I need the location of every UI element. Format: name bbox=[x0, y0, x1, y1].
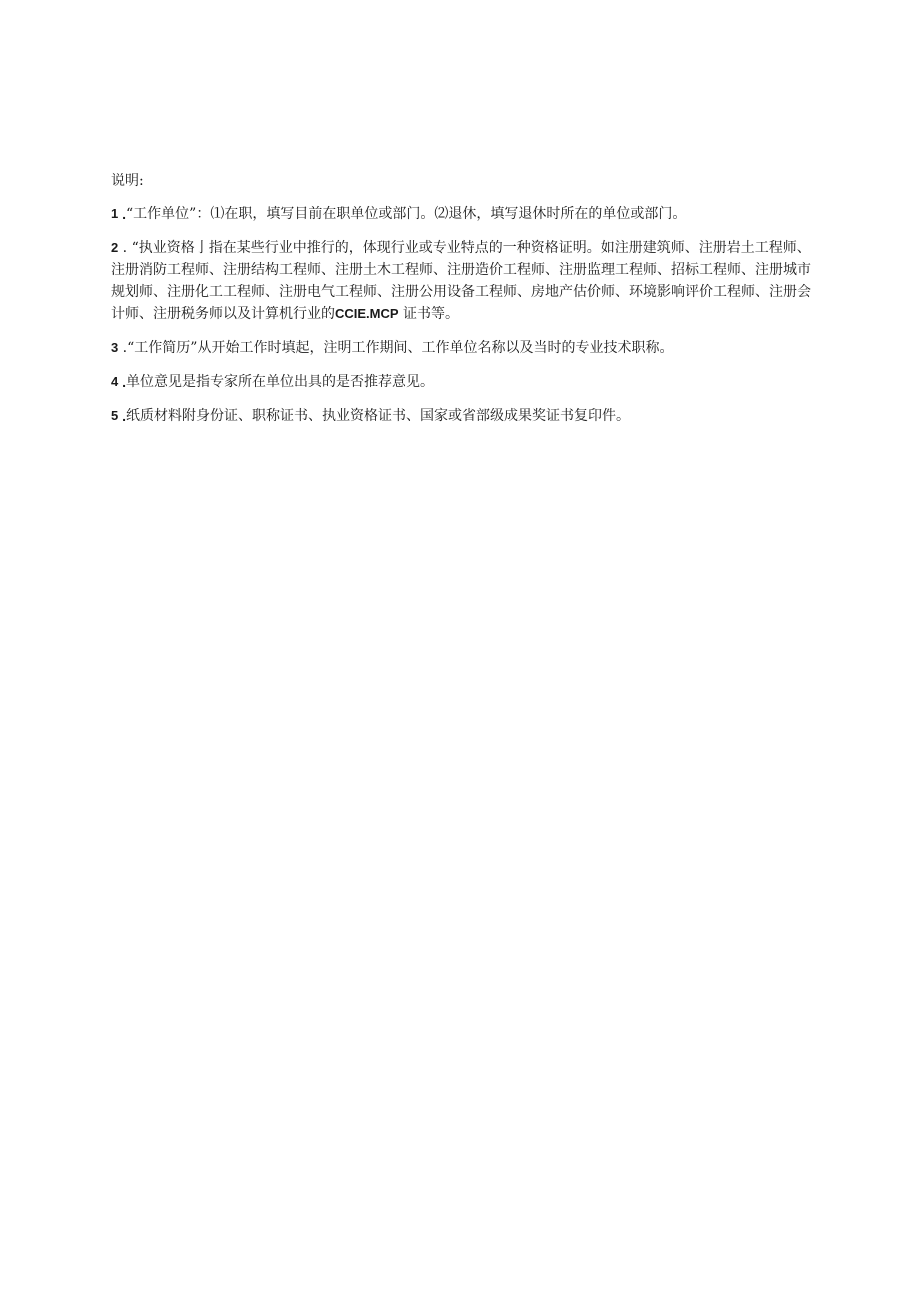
note-item-3 bbox=[111, 337, 823, 359]
note-number: 1 bbox=[111, 206, 119, 221]
note-separator: . bbox=[118, 340, 128, 356]
note-number: 4 bbox=[111, 374, 119, 389]
note-text: 单位意见是指专家所在单位出具的是否推荐意见。 bbox=[126, 374, 435, 390]
note-separator: . bbox=[118, 374, 127, 390]
note-number: 2 bbox=[111, 240, 119, 255]
note-number: 3 bbox=[111, 340, 119, 355]
note-text-tail: 证书等。 bbox=[403, 306, 460, 322]
note-text: “执业资格亅指在某些行业中推行的，体现行业或专业特点的一种资格证明。如注册建筑师、注册岩土工程师、注册消防工程师、注册结构工程师、注册土木工程师、注册造价工程师、注册监理工程师、招标工程师、注册城市规划师、注册化工工程师、注册电气工程师、注册公用设备工程师、房地产估价师、环境影响评价工程师、注册会计师、注册税务师以及计算机行业的 bbox=[111, 240, 811, 322]
note-item-2 bbox=[111, 237, 823, 325]
note-number: 5 bbox=[111, 408, 119, 423]
note-text: “工作单位”：⑴在职，填写目前在职单位或部门。⑵退休，填写退休时所在的单位或部门。 bbox=[126, 206, 687, 222]
note-item-1 bbox=[111, 203, 823, 225]
note-text: 纸质材料附身份证、职称证书、执业资格证书、国家或省部级成果奖证书复印件。 bbox=[126, 408, 631, 424]
notes-heading: 说明: bbox=[111, 173, 144, 189]
note-item-5 bbox=[111, 405, 823, 427]
notes-section bbox=[111, 171, 823, 439]
note-separator: . bbox=[118, 240, 128, 256]
note-text-certificates: CCIE.MCP bbox=[335, 306, 399, 321]
note-item-4 bbox=[111, 371, 823, 393]
note-text: “工作简历”从开始工作时填起，注明工作期间、工作单位名称以及当时的专业技术职称。 bbox=[127, 340, 674, 356]
note-separator: . bbox=[118, 206, 127, 222]
note-separator: . bbox=[118, 408, 127, 424]
